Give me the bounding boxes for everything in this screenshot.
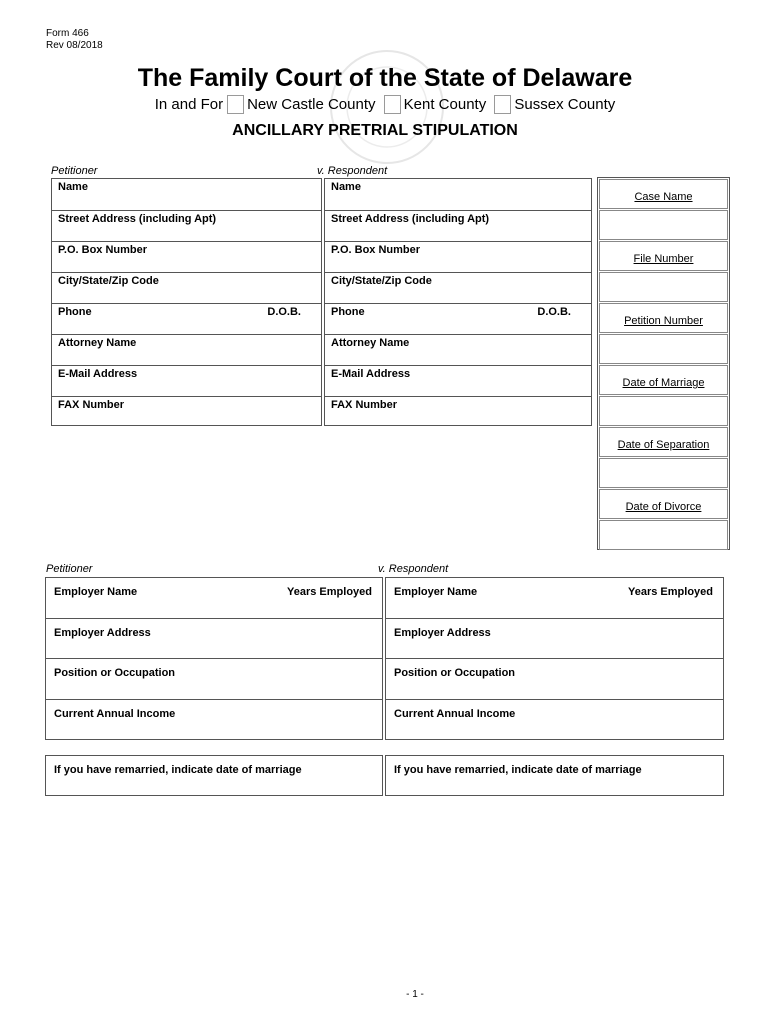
petitioner-employment-table — [45, 577, 383, 740]
field-label: FAX Number — [331, 399, 398, 411]
file-number-header — [599, 241, 728, 271]
field-label: P.O. Box Number — [331, 244, 421, 256]
form-number-block — [46, 28, 103, 52]
field-label: E-Mail Address — [58, 368, 138, 380]
petitioner-employer-name-field[interactable] — [46, 578, 382, 618]
file-number-label: File Number — [633, 253, 694, 265]
respondent-fax-field[interactable] — [325, 396, 591, 427]
petitioner-heading: Petitioner — [51, 165, 98, 177]
date-of-marriage-label: Date of Marriage — [622, 377, 705, 389]
petitioner-email-field[interactable] — [52, 365, 321, 396]
field-label: City/State/Zip Code — [331, 275, 432, 287]
field-label: Employer Name — [394, 586, 478, 598]
remarried-label: If you have remarried, indicate date of marriage — [54, 764, 302, 776]
field-label: Name — [58, 181, 88, 193]
petitioner-remarried-row[interactable] — [46, 756, 382, 796]
respondent-employer-name-field[interactable] — [386, 578, 723, 618]
respondent-city-field[interactable] — [325, 272, 591, 303]
field-label: Phone — [331, 306, 365, 318]
case-name-label: Case Name — [634, 191, 693, 203]
checkbox-kent[interactable] — [384, 95, 401, 114]
county-selector — [0, 95, 770, 114]
petitioner-fax-field[interactable] — [52, 396, 321, 427]
field-label: Attorney Name — [331, 337, 410, 349]
petitioner-street-field[interactable] — [52, 210, 321, 241]
remarried-label: If you have remarried, indicate date of marriage — [394, 764, 642, 776]
date-of-marriage-input[interactable] — [599, 396, 728, 426]
petitioner-info-table — [51, 178, 322, 426]
file-number-input[interactable] — [599, 272, 728, 302]
years-employed-label: Years Employed — [628, 586, 713, 598]
petitioner-remarried-field[interactable] — [45, 755, 383, 796]
respondent-remarried-row[interactable] — [386, 756, 723, 796]
field-label: Attorney Name — [58, 337, 137, 349]
dob-label: D.O.B. — [267, 306, 301, 318]
respondent-pobox-field[interactable] — [325, 241, 591, 272]
petitioner-name-field[interactable] — [52, 179, 321, 210]
county-new-castle-label: New Castle County — [247, 96, 376, 113]
case-info-column — [597, 177, 730, 550]
date-of-divorce-input[interactable] — [599, 520, 728, 550]
petitioner-pobox-field[interactable] — [52, 241, 321, 272]
petitioner-city-field[interactable] — [52, 272, 321, 303]
checkbox-new-castle[interactable] — [227, 95, 244, 114]
petitioner-occupation-field[interactable] — [46, 658, 382, 698]
field-label: City/State/Zip Code — [58, 275, 159, 287]
date-of-separation-label: Date of Separation — [617, 439, 710, 451]
employment-petitioner-heading: Petitioner — [46, 563, 93, 575]
field-label: Employer Name — [54, 586, 138, 598]
years-employed-label: Years Employed — [287, 586, 372, 598]
date-of-separation-input[interactable] — [599, 458, 728, 488]
respondent-heading: v. Respondent — [317, 165, 388, 177]
county-kent-label: Kent County — [403, 96, 487, 113]
field-label: Phone — [58, 306, 92, 318]
county-sussex-label: Sussex County — [514, 96, 616, 113]
respondent-attorney-field[interactable] — [325, 334, 591, 365]
case-name-header — [599, 179, 728, 209]
dob-label: D.O.B. — [537, 306, 571, 318]
form-subtitle: ANCILLARY PRETRIAL STIPULATION — [232, 122, 518, 139]
page-title: The Family Court of the State of Delaware — [137, 64, 633, 92]
field-label: Name — [331, 181, 361, 193]
case-name-input[interactable] — [599, 210, 728, 240]
employment-respondent-heading: v. Respondent — [378, 563, 449, 575]
page-number: - 1 - — [406, 989, 424, 1000]
petitioner-employer-address-field[interactable] — [46, 618, 382, 658]
field-label: FAX Number — [58, 399, 125, 411]
respondent-income-field[interactable] — [386, 699, 723, 739]
field-label: P.O. Box Number — [58, 244, 148, 256]
respondent-name-field[interactable] — [325, 179, 591, 210]
field-label: Employer Address — [394, 627, 491, 639]
field-label: Current Annual Income — [394, 708, 516, 720]
petitioner-income-field[interactable] — [46, 699, 382, 739]
date-of-marriage-header — [599, 365, 728, 395]
respondent-email-field[interactable] — [325, 365, 591, 396]
respondent-occupation-field[interactable] — [386, 658, 723, 698]
in-and-for-label: In and For — [154, 96, 224, 113]
field-label: Employer Address — [54, 627, 151, 639]
respondent-street-field[interactable] — [325, 210, 591, 241]
petition-number-label: Petition Number — [624, 315, 703, 327]
petition-number-header — [599, 303, 728, 333]
date-of-divorce-label: Date of Divorce — [625, 501, 702, 513]
respondent-info-table — [324, 178, 592, 426]
form-revision: Rev 08/2018 — [46, 40, 103, 51]
field-label: Position or Occupation — [54, 667, 176, 679]
petition-number-input[interactable] — [599, 334, 728, 364]
form-number: Form 466 — [46, 28, 89, 39]
respondent-phone-field[interactable] — [325, 303, 591, 334]
petitioner-phone-field[interactable] — [52, 303, 321, 334]
field-label: Position or Occupation — [394, 667, 516, 679]
respondent-remarried-field[interactable] — [385, 755, 724, 796]
field-label: Street Address (including Apt) — [331, 213, 490, 225]
date-of-divorce-header — [599, 489, 728, 519]
checkbox-sussex[interactable] — [494, 95, 511, 114]
petitioner-attorney-field[interactable] — [52, 334, 321, 365]
field-label: Street Address (including Apt) — [58, 213, 217, 225]
respondent-employer-address-field[interactable] — [386, 618, 723, 658]
respondent-employment-table — [385, 577, 724, 740]
field-label: Current Annual Income — [54, 708, 176, 720]
date-of-separation-header — [599, 427, 728, 457]
field-label: E-Mail Address — [331, 368, 411, 380]
